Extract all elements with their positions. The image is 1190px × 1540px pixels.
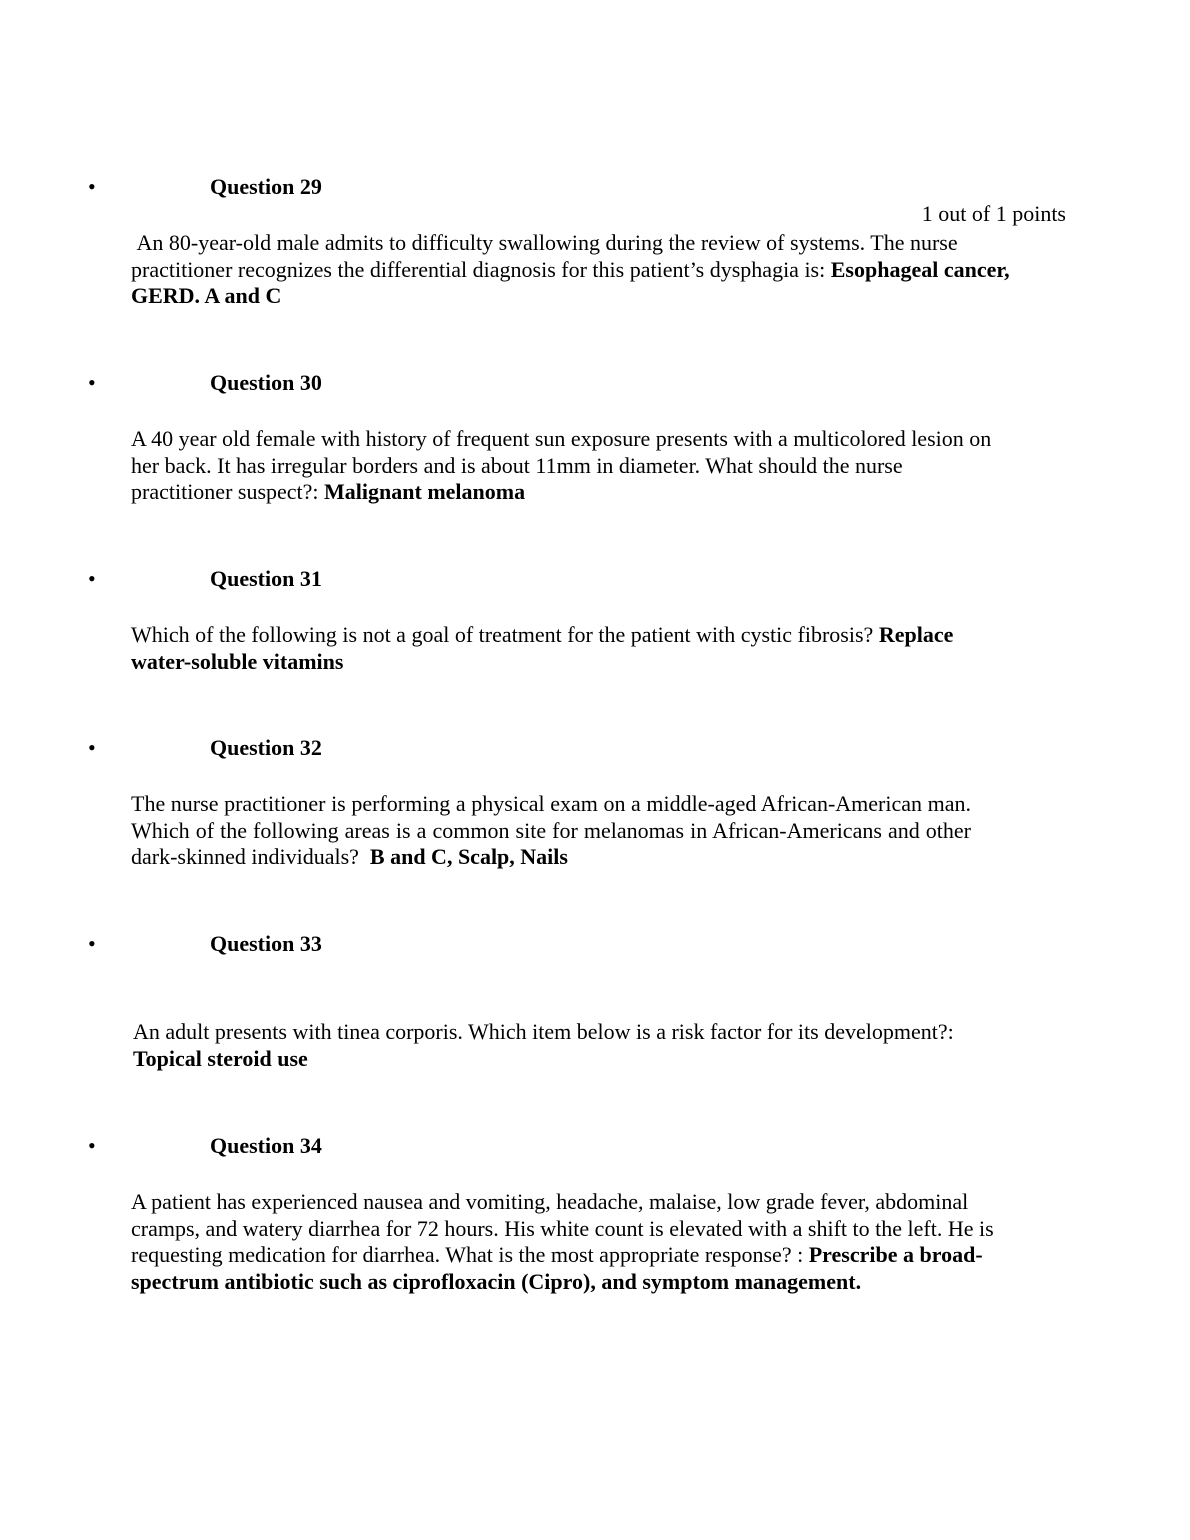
- points-score: 1 out of 1 points: [921, 201, 1066, 226]
- question-answer: Malignant melanoma: [324, 479, 526, 505]
- question-answer: Replace water-soluble vitamins: [131, 622, 954, 674]
- bullet-icon: •: [88, 735, 96, 760]
- question-answer: Topical steroid use: [133, 1045, 308, 1071]
- question-answer: Esophageal cancer, GERD. A and C: [131, 256, 1010, 309]
- question-prompt: Which of the following is not a goal of treatment for the patient with cystic fibrosis?: [131, 622, 879, 647]
- question-prompt: An 80-year-old male admits to difficulty swallowing during the review of systems. The nurse practitioner recognizes the differential diagnosis for this patient’s dysphagia is:: [131, 230, 964, 282]
- question-prompt: A patient has experienced nausea and vomiting, headache, malaise, low grade fever, abdominal cramps, and watery diarrhea for 72 hours. His white count is elevated with a shift to the left. He is requesting medication for diarrhea. What is the most appropriate response? :: [131, 1189, 994, 1268]
- question-text: [131, 1189, 1006, 1295]
- question-title: Question 34: [210, 1133, 322, 1158]
- question-title: Question 29: [210, 174, 322, 199]
- question-answer: Prescribe a broad-spectrum antibiotic such as ciprofloxacin (Cipro), and symptom management.: [131, 1242, 983, 1294]
- question-title: Question 30: [210, 370, 322, 395]
- question-text: [131, 622, 1011, 675]
- question-answer: B and C, Scalp, Nails: [369, 844, 568, 870]
- question-text: [133, 1019, 1018, 1072]
- question-title: Question 31: [210, 566, 322, 591]
- question-prompt: An adult presents with tinea corporis. Which item below is a risk factor for its development?:: [133, 1019, 954, 1044]
- question-text: [131, 426, 997, 506]
- question-prompt: A 40 year old female with history of frequent sun exposure presents with a multicolored lesion on her back. It has irregular borders and is about 11mm in diameter. What should the nurse practitioner suspect?:: [131, 426, 992, 505]
- question-text: [131, 230, 1021, 310]
- question-title: Question 32: [210, 735, 322, 760]
- bullet-icon: •: [88, 931, 96, 956]
- question-title: Question 33: [210, 931, 322, 956]
- bullet-icon: •: [88, 370, 96, 395]
- question-text: [131, 791, 977, 871]
- bullet-icon: •: [88, 174, 96, 199]
- question-prompt: The nurse practitioner is performing a physical exam on a middle-aged African-American man. Which of the following areas is a common site for melanomas in African-Americans and other dark-skinned individuals?: [131, 791, 977, 870]
- bullet-icon: •: [88, 1133, 96, 1158]
- bullet-icon: •: [88, 566, 96, 591]
